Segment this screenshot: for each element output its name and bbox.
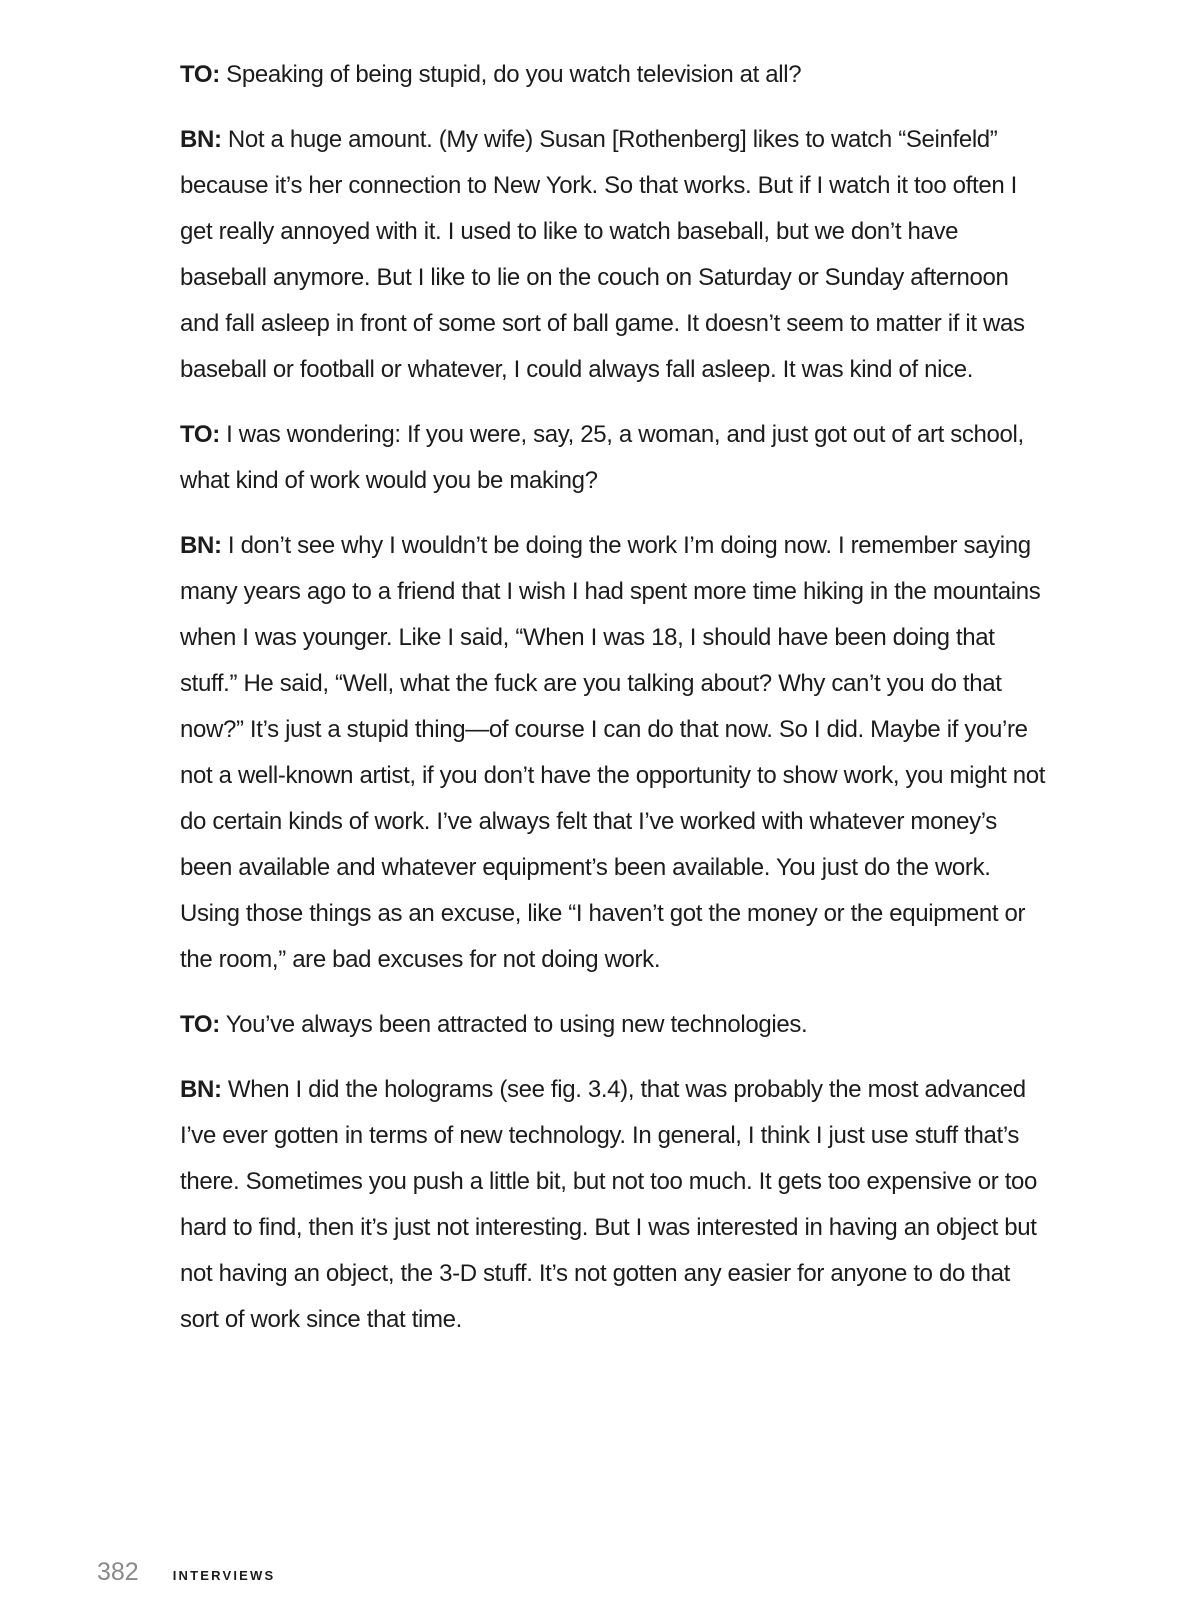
paragraph-text: Not a huge amount. (My wife) Susan [Rothenberg] likes to watch “Seinfeld” because it’s her connection to New York. So that works. But if I watch it too often I get really annoyed with it. I used to like to watch baseball, but we don’t have baseball anymore. But I like to lie on the couch on Saturday or Sunday afternoon and fall asleep in front of some sort of ball game. It doesn’t seem to matter if it was baseball or football or whatever, I could always fall asleep. It was kind of nice. [180,126,1025,383]
speaker-label: TO: [180,61,220,88]
speaker-label: BN: [180,1076,222,1103]
speaker-label: TO: [180,421,220,448]
page-number: 382 [97,1558,139,1586]
interview-paragraph [180,412,1050,504]
paragraph-text: When I did the holograms (see fig. 3.4), that was probably the most advanced I’ve ever gotten in terms of new technology. In general, I think I just use stuff that’s there. Sometimes you push a little bit, but not too much. It gets too expensive or too hard to find, then it’s just not interesting. But I was interested in having an object but not having an object, the 3-D stuff. It’s not gotten any easier for anyone to do that sort of work since that time. [180,1076,1038,1333]
speaker-label: BN: [180,532,222,559]
paragraph-text: I don’t see why I wouldn’t be doing the work I’m doing now. I remember saying many years ago to a friend that I wish I had spent more time hiking in the mountains when I was younger. Like I said, “When I was 18, I should have been doing that stuff.” He said, “Well, what the fuck are you talking about? Why can’t you do that now?” It’s just a stupid thing—of course I can do that now. So I did. Maybe if you’re not a well-known artist, if you don’t have the opportunity to show work, you might not do certain kinds of work. I’ve always felt that I’ve worked with whatever money’s been available and whatever equipment’s been available. You just do the work. Using those things as an excuse, like “I haven’t got the money or the equipment or the room,” are bad excuses for not doing work. [180,532,1046,973]
interview-paragraph [180,117,1050,393]
interview-body [180,52,1050,1362]
paragraph-text: You’ve always been attracted to using new technologies. [219,1011,808,1038]
paragraph-text: Speaking of being stupid, do you watch television at all? [219,61,802,88]
paragraph-text: I was wondering: If you were, say, 25, a woman, and just got out of art school, what kind of work would you be making? [180,421,1024,494]
speaker-label: BN: [180,126,222,153]
section-label: INTERVIEWS [172,1568,276,1583]
page-footer [97,1558,275,1590]
speaker-label: TO: [180,1011,220,1038]
interview-paragraph [180,52,1050,98]
interview-paragraph [180,523,1050,983]
interview-paragraph [180,1002,1050,1048]
interview-paragraph [180,1067,1050,1343]
